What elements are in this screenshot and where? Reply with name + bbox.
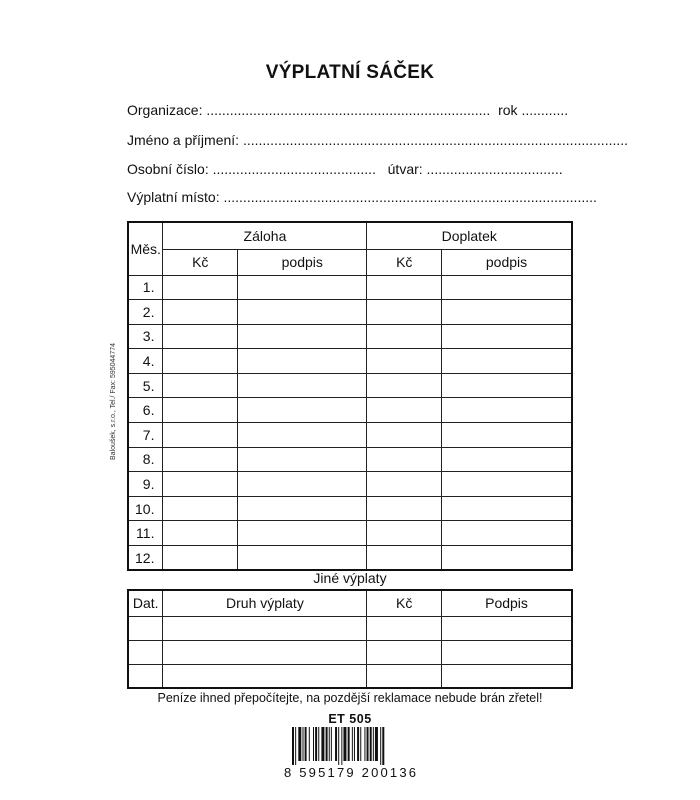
- cell-podpis[interactable]: [442, 447, 572, 472]
- month-number: 5.: [128, 373, 163, 398]
- barcode-bar: [309, 727, 310, 761]
- field-organizace: [127, 102, 573, 118]
- cell-kc[interactable]: [163, 373, 238, 398]
- cell-kc[interactable]: [163, 447, 238, 472]
- cell-dat[interactable]: [128, 640, 163, 664]
- cell-kc[interactable]: [163, 521, 238, 546]
- barcode-bar: [326, 727, 328, 761]
- header-doplatek: Doplatek: [367, 222, 572, 249]
- document-title: VÝPLATNÍ SÁČEK: [265, 62, 435, 83]
- barcode-bar: [380, 727, 381, 765]
- cell-podpis[interactable]: [238, 349, 367, 374]
- cell-podpis[interactable]: [238, 398, 367, 423]
- month-number: 3.: [128, 324, 163, 349]
- field-label-rok: rok: [498, 102, 518, 118]
- barcode-bar: [352, 727, 353, 761]
- cell-podpis[interactable]: [238, 472, 367, 497]
- cell-podpis[interactable]: [238, 373, 367, 398]
- cell-podpis[interactable]: [238, 521, 367, 546]
- cell-druh[interactable]: [163, 664, 367, 688]
- cell-dat[interactable]: [128, 616, 163, 640]
- table-row: [128, 349, 572, 374]
- other-payments-caption: Jiné výplaty: [313, 570, 387, 586]
- table-row: [128, 447, 572, 472]
- field-dots: ............: [517, 102, 569, 118]
- table-row: [128, 496, 572, 521]
- barcode-bar: [292, 727, 294, 765]
- cell-kc[interactable]: [367, 300, 442, 325]
- table-row: [128, 300, 572, 325]
- cell-kc[interactable]: [367, 546, 442, 571]
- cell-kc[interactable]: [367, 324, 442, 349]
- cell-podpis[interactable]: [442, 616, 572, 640]
- barcode-bar: [305, 727, 307, 761]
- barcode-number: 8 595179 200136: [284, 765, 419, 780]
- cell-podpis[interactable]: [238, 496, 367, 521]
- table-row: [128, 640, 572, 664]
- other-payments-table: [127, 589, 573, 689]
- field-dots: ...................................................................................................: [239, 132, 629, 148]
- field-label-utvar: útvar:: [387, 161, 423, 177]
- table-row: [128, 664, 572, 688]
- barcode-bar: [373, 727, 374, 761]
- cell-podpis[interactable]: [442, 300, 572, 325]
- field-label: Jméno a příjmení:: [127, 132, 240, 148]
- month-number: 4.: [128, 349, 163, 374]
- cell-kc[interactable]: [367, 616, 442, 640]
- barcode-bar: [375, 727, 378, 761]
- month-number: 11.: [128, 521, 163, 546]
- cell-podpis[interactable]: [442, 664, 572, 688]
- barcode-bar: [335, 727, 337, 761]
- table-row: [128, 398, 572, 423]
- cell-podpis[interactable]: [238, 324, 367, 349]
- cell-podpis[interactable]: [442, 640, 572, 664]
- barcode-icon: [292, 727, 412, 765]
- cell-kc[interactable]: [367, 398, 442, 423]
- barcode-bar: [382, 727, 384, 765]
- cell-podpis[interactable]: [442, 423, 572, 448]
- month-number: 9.: [128, 472, 163, 497]
- payments-table: [127, 221, 573, 571]
- field-dots: .........................................................................: [202, 102, 491, 118]
- cell-kc[interactable]: [367, 521, 442, 546]
- footer-note: Peníze ihned přepočítejte, na pozdější reklamace nebude brán zřetel!: [157, 691, 543, 705]
- cell-kc[interactable]: [163, 324, 238, 349]
- field-label: Výplatní místo:: [127, 189, 220, 205]
- cell-podpis[interactable]: [442, 496, 572, 521]
- cell-podpis[interactable]: [442, 398, 572, 423]
- header-druh-vyplaty: Druh výplaty: [163, 590, 367, 616]
- cell-kc[interactable]: [163, 300, 238, 325]
- cell-podpis[interactable]: [442, 472, 572, 497]
- month-number: 12.: [128, 546, 163, 571]
- product-code: ET 505: [328, 712, 372, 726]
- cell-kc[interactable]: [367, 349, 442, 374]
- field-jmeno: [127, 132, 629, 148]
- cell-podpis[interactable]: [442, 521, 572, 546]
- barcode-bar: [313, 727, 314, 761]
- cell-kc[interactable]: [367, 664, 442, 688]
- cell-podpis[interactable]: [442, 373, 572, 398]
- cell-podpis[interactable]: [238, 275, 367, 300]
- cell-druh[interactable]: [163, 616, 367, 640]
- cell-podpis[interactable]: [442, 324, 572, 349]
- barcode-bar: [295, 727, 296, 765]
- header-zaloha: Záloha: [163, 222, 367, 249]
- barcode-bar: [329, 727, 330, 761]
- cell-dat[interactable]: [128, 664, 163, 688]
- cell-podpis[interactable]: [442, 349, 572, 374]
- table-row: [128, 423, 572, 448]
- barcode-bar: [298, 727, 301, 761]
- month-number: 1.: [128, 275, 163, 300]
- month-number: 8.: [128, 447, 163, 472]
- field-label: Osobní číslo:: [127, 161, 209, 177]
- barcode-bar: [360, 727, 361, 761]
- cell-kc[interactable]: [367, 373, 442, 398]
- header-mes: Měs.: [128, 222, 163, 275]
- cell-podpis[interactable]: [238, 300, 367, 325]
- table-row: [128, 324, 572, 349]
- field-dots: ...................................: [422, 161, 563, 177]
- cell-podpis[interactable]: [442, 275, 572, 300]
- header-dat: Dat.: [128, 590, 163, 616]
- field-dots: ................................................................................................: [219, 189, 597, 205]
- table-row: [128, 275, 572, 300]
- cell-kc[interactable]: [367, 275, 442, 300]
- field-vyplatni-misto: [127, 189, 597, 205]
- table-row: [128, 616, 572, 640]
- cell-kc[interactable]: [163, 546, 238, 571]
- cell-kc[interactable]: [367, 447, 442, 472]
- subheader-podpis: podpis: [442, 249, 572, 275]
- cell-kc[interactable]: [367, 423, 442, 448]
- field-osobni-cislo: [127, 161, 573, 177]
- cell-kc[interactable]: [367, 496, 442, 521]
- barcode-bar: [348, 727, 350, 761]
- cell-podpis[interactable]: [238, 423, 367, 448]
- barcode-bar: [354, 727, 355, 761]
- subheader-kc: Kč: [367, 249, 442, 275]
- barcode-bar: [318, 727, 319, 761]
- table-row: [128, 373, 572, 398]
- cell-podpis[interactable]: [238, 546, 367, 571]
- cell-druh[interactable]: [163, 640, 367, 664]
- barcode-bar: [315, 727, 317, 761]
- barcode-bar: [321, 727, 324, 761]
- table-row: [128, 521, 572, 546]
- cell-kc[interactable]: [163, 349, 238, 374]
- cell-kc[interactable]: [367, 472, 442, 497]
- month-number: 2.: [128, 300, 163, 325]
- field-label: Organizace:: [127, 102, 203, 118]
- cell-kc[interactable]: [163, 423, 238, 448]
- subheader-kc: Kč: [163, 249, 238, 275]
- table-row: [128, 546, 572, 571]
- header-podpis: Podpis: [442, 590, 572, 616]
- header-kc: Kč: [367, 590, 442, 616]
- barcode-bar: [357, 727, 359, 761]
- cell-kc[interactable]: [367, 640, 442, 664]
- barcode-bar: [303, 727, 304, 761]
- table-row: [128, 472, 572, 497]
- barcode-bar: [331, 727, 332, 761]
- cell-kc[interactable]: [163, 472, 238, 497]
- barcode-bar: [338, 727, 339, 765]
- cell-podpis[interactable]: [442, 546, 572, 571]
- cell-kc[interactable]: [163, 275, 238, 300]
- subheader-podpis: podpis: [238, 249, 367, 275]
- publisher-side-text: Baloušek, s.r.o., Tel./ Fax: 595044774: [110, 342, 117, 460]
- barcode-bar: [341, 727, 342, 765]
- barcode-bar: [370, 727, 372, 761]
- cell-kc[interactable]: [163, 496, 238, 521]
- field-dots: ..........................................: [208, 161, 376, 177]
- month-number: 10.: [128, 496, 163, 521]
- barcode-bar: [343, 727, 346, 761]
- barcode-bar: [364, 727, 365, 761]
- cell-podpis[interactable]: [238, 447, 367, 472]
- cell-kc[interactable]: [163, 398, 238, 423]
- month-number: 7.: [128, 423, 163, 448]
- barcode-bar: [367, 727, 369, 761]
- month-number: 6.: [128, 398, 163, 423]
